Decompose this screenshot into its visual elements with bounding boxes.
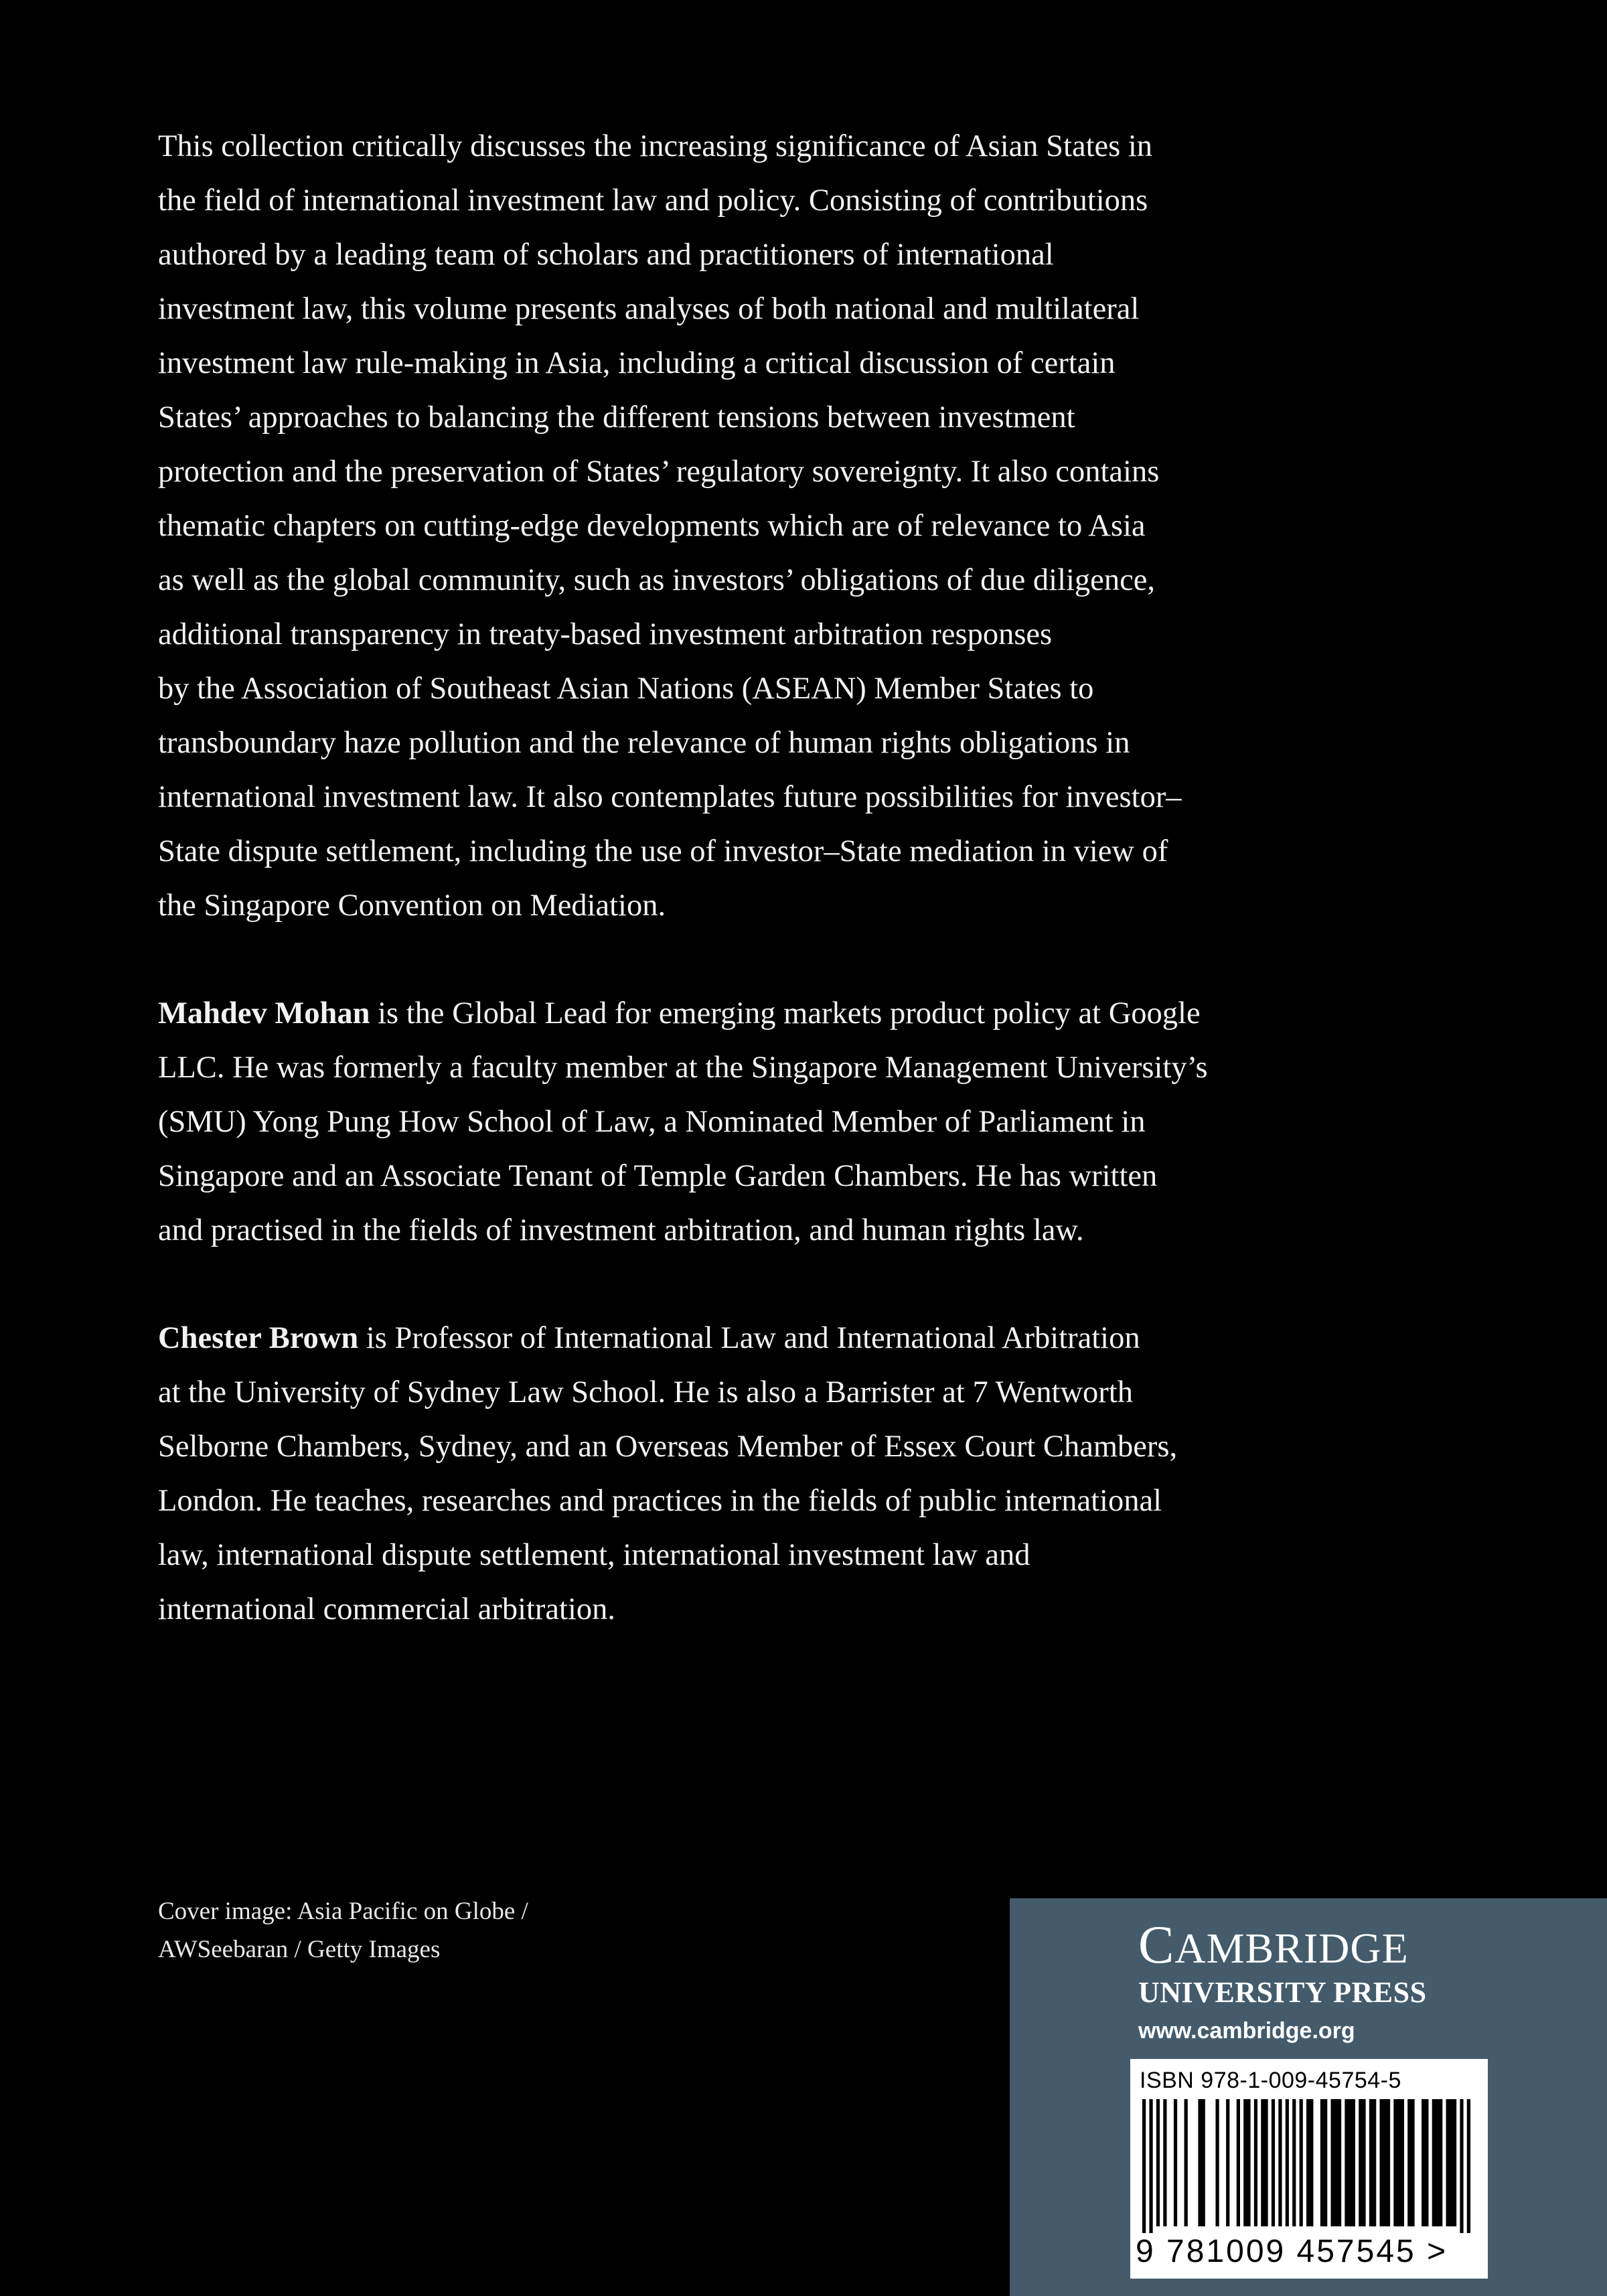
- description-line: authored by a leading team of scholars and practitioners of international: [158, 238, 1054, 272]
- author-bio-line: (SMU) Yong Pung How School of Law, a Nominated Member of Parliament in: [158, 1105, 1146, 1139]
- author-name: Mahdev Mohan: [158, 996, 370, 1030]
- barcode-bar: [1467, 2099, 1470, 2233]
- publisher-panel: [1010, 1898, 1607, 2296]
- barcode-bar: [1174, 2099, 1177, 2226]
- description-line: This collection critically discusses the increasing significance of Asian States in: [158, 129, 1153, 163]
- barcode-bar: [1215, 2099, 1219, 2226]
- barcode-digits: 9 781009 457545 >: [1136, 2234, 1448, 2269]
- barcode-bar: [1278, 2099, 1282, 2226]
- description-line: investment law rule-making in Asia, including a critical discussion of certain: [158, 346, 1116, 380]
- author-bio-line: law, international dispute settlement, international investment law and: [158, 1538, 1030, 1572]
- isbn-label: ISBN 978-1-009-45754-5: [1140, 2068, 1401, 2093]
- description-line: State dispute settlement, including the use of investor–State mediation in view of: [158, 834, 1168, 868]
- description-line: by the Association of Southeast Asian Nations (ASEAN) Member States to: [158, 672, 1094, 706]
- description-line: protection and the preservation of States’ regulatory sovereignty. It also contains: [158, 455, 1160, 489]
- publisher-name-initial: C: [1138, 1916, 1175, 1975]
- publisher-name: [1138, 1913, 1409, 1981]
- barcode-bar: [1379, 2099, 1390, 2226]
- barcode-bar: [1330, 2099, 1341, 2226]
- barcode-bar: [1306, 2099, 1313, 2226]
- barcode-bar: [1142, 2099, 1146, 2233]
- description-line: investment law, this volume presents analyses of both national and multilateral: [158, 292, 1140, 326]
- barcode-bar: [1359, 2099, 1365, 2226]
- barcode-bar: [1254, 2099, 1257, 2226]
- barcode-bar: [1243, 2099, 1250, 2226]
- description-line: as well as the global community, such as investors’ obligations of due diligence,: [158, 563, 1155, 597]
- author-name: Chester Brown: [158, 1321, 359, 1355]
- credit-line: AWSeebaran / Getty Images: [158, 1936, 441, 1963]
- description-line: the field of international investment law and policy. Consisting of contributions: [158, 183, 1148, 218]
- author-bio-line: and practised in the fields of investment arbitration, and human rights law.: [158, 1213, 1084, 1247]
- description-line: transboundary haze pollution and the relevance of human rights obligations in: [158, 726, 1130, 760]
- barcode-bars: [1140, 2099, 1478, 2233]
- author-bio-line: Singapore and an Associate Tenant of Temple Garden Chambers. He has written: [158, 1159, 1158, 1193]
- barcode-bar: [1226, 2099, 1229, 2226]
- author-bio-line: LLC. He was formerly a faculty member at the Singapore Management University’s: [158, 1051, 1208, 1085]
- barcode-bar: [1446, 2099, 1457, 2226]
- description-line: thematic chapters on cutting-edge developments which are of relevance to Asia: [158, 509, 1146, 543]
- author-bio-brown: [158, 1311, 1336, 1636]
- description-line: States’ approaches to balancing the different tensions between investment: [158, 400, 1075, 435]
- description-paragraph: [158, 119, 1336, 933]
- barcode-bar: [1198, 2099, 1205, 2226]
- barcode-bar: [1432, 2099, 1443, 2226]
- publisher-url: www.cambridge.org: [1138, 2018, 1355, 2044]
- barcode-bar: [1184, 2099, 1188, 2226]
- author-bio-line: at the University of Sydney Law School. He is also a Barrister at 7 Wentworth: [158, 1375, 1133, 1409]
- barcode-bar: [1369, 2099, 1376, 2226]
- isbn-barcode: [1130, 2059, 1488, 2279]
- barcode-bar: [1407, 2099, 1414, 2226]
- cover-image-credit: [158, 1892, 761, 1969]
- author-bio-first-line: is Professor of International Law and International Arbitration: [358, 1321, 1140, 1355]
- barcode-bar: [1320, 2099, 1327, 2226]
- barcode-bar: [1393, 2099, 1404, 2226]
- barcode-bar: [1422, 2099, 1428, 2226]
- publisher-name-rest: AMBRIDGE: [1174, 1924, 1409, 1972]
- barcode-bar: [1156, 2099, 1160, 2226]
- barcode-bar: [1300, 2099, 1303, 2226]
- barcode-bar: [1292, 2099, 1296, 2226]
- author-bio-line: Selborne Chambers, Sydney, and an Overseas Member of Essex Court Chambers,: [158, 1430, 1178, 1464]
- barcode-bar: [1286, 2099, 1289, 2226]
- barcode-bar: [1149, 2099, 1152, 2233]
- author-bio-line: international commercial arbitration.: [158, 1592, 616, 1626]
- author-bio-first-line: is the Global Lead for emerging markets product policy at Google: [370, 996, 1201, 1030]
- credit-line: Cover image: Asia Pacific on Globe /: [158, 1898, 528, 1925]
- barcode-bar: [1163, 2099, 1166, 2226]
- description-line: international investment law. It also contemplates future possibilities for investor–: [158, 780, 1182, 814]
- publisher-subtitle: UNIVERSITY PRESS: [1138, 1976, 1427, 2009]
- barcode-bar: [1460, 2099, 1463, 2233]
- back-cover-text: [158, 119, 1336, 1690]
- author-bio-line: London. He teaches, researches and practices in the fields of public international: [158, 1484, 1162, 1518]
- barcode-bar: [1272, 2099, 1275, 2226]
- barcode-bar: [1237, 2099, 1240, 2226]
- author-bio-mohan: [158, 986, 1336, 1257]
- barcode-bar: [1345, 2099, 1355, 2226]
- description-line: the Singapore Convention on Mediation.: [158, 889, 666, 923]
- description-line: additional transparency in treaty-based investment arbitration responses: [158, 617, 1053, 652]
- barcode-bar: [1261, 2099, 1268, 2226]
